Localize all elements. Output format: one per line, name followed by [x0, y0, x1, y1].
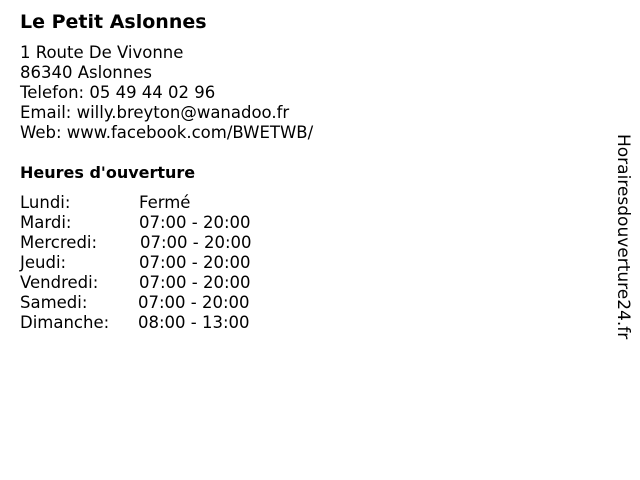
hours-row-lundi [20, 193, 320, 213]
hours-row-samedi [20, 293, 320, 313]
opening-hours-title: Heures d'ouverture [20, 163, 196, 182]
website: Web: www.facebook.com/BWETWB/ [20, 123, 314, 142]
email-address: Email: willy.breyton@wanadoo.fr [20, 103, 290, 122]
hours-row-dimanche [20, 313, 320, 333]
opening-hours-list [20, 193, 320, 333]
day-label: Mercredi: [20, 233, 98, 252]
address-line-city: 86340 Aslonnes [20, 63, 152, 82]
day-hours: Fermé [139, 193, 191, 212]
site-watermark-text: Horairesdouverture24.fr [613, 134, 633, 340]
day-hours: 07:00 - 20:00 [139, 273, 251, 292]
day-label: Dimanche: [20, 313, 110, 332]
hours-row-vendredi [20, 273, 320, 293]
business-name: Le Petit Aslonnes [20, 11, 207, 33]
day-hours: 08:00 - 13:00 [138, 313, 250, 332]
contact-info [20, 43, 313, 143]
day-label: Samedi: [20, 293, 88, 312]
hours-row-mercredi [20, 233, 320, 253]
day-label: Jeudi: [20, 253, 67, 272]
day-hours: 07:00 - 20:00 [140, 233, 252, 252]
hours-row-mardi [20, 213, 320, 233]
day-label: Mardi: [20, 213, 72, 232]
day-hours: 07:00 - 20:00 [139, 253, 251, 272]
day-label: Lundi: [20, 193, 71, 212]
phone-number: Telefon: 05 49 44 02 96 [20, 83, 216, 102]
day-label: Vendredi: [20, 273, 99, 292]
address-line-street: 1 Route De Vivonne [20, 43, 184, 62]
site-watermark [613, 134, 633, 344]
hours-row-jeudi [20, 253, 320, 273]
day-hours: 07:00 - 20:00 [138, 293, 250, 312]
day-hours: 07:00 - 20:00 [139, 213, 251, 232]
